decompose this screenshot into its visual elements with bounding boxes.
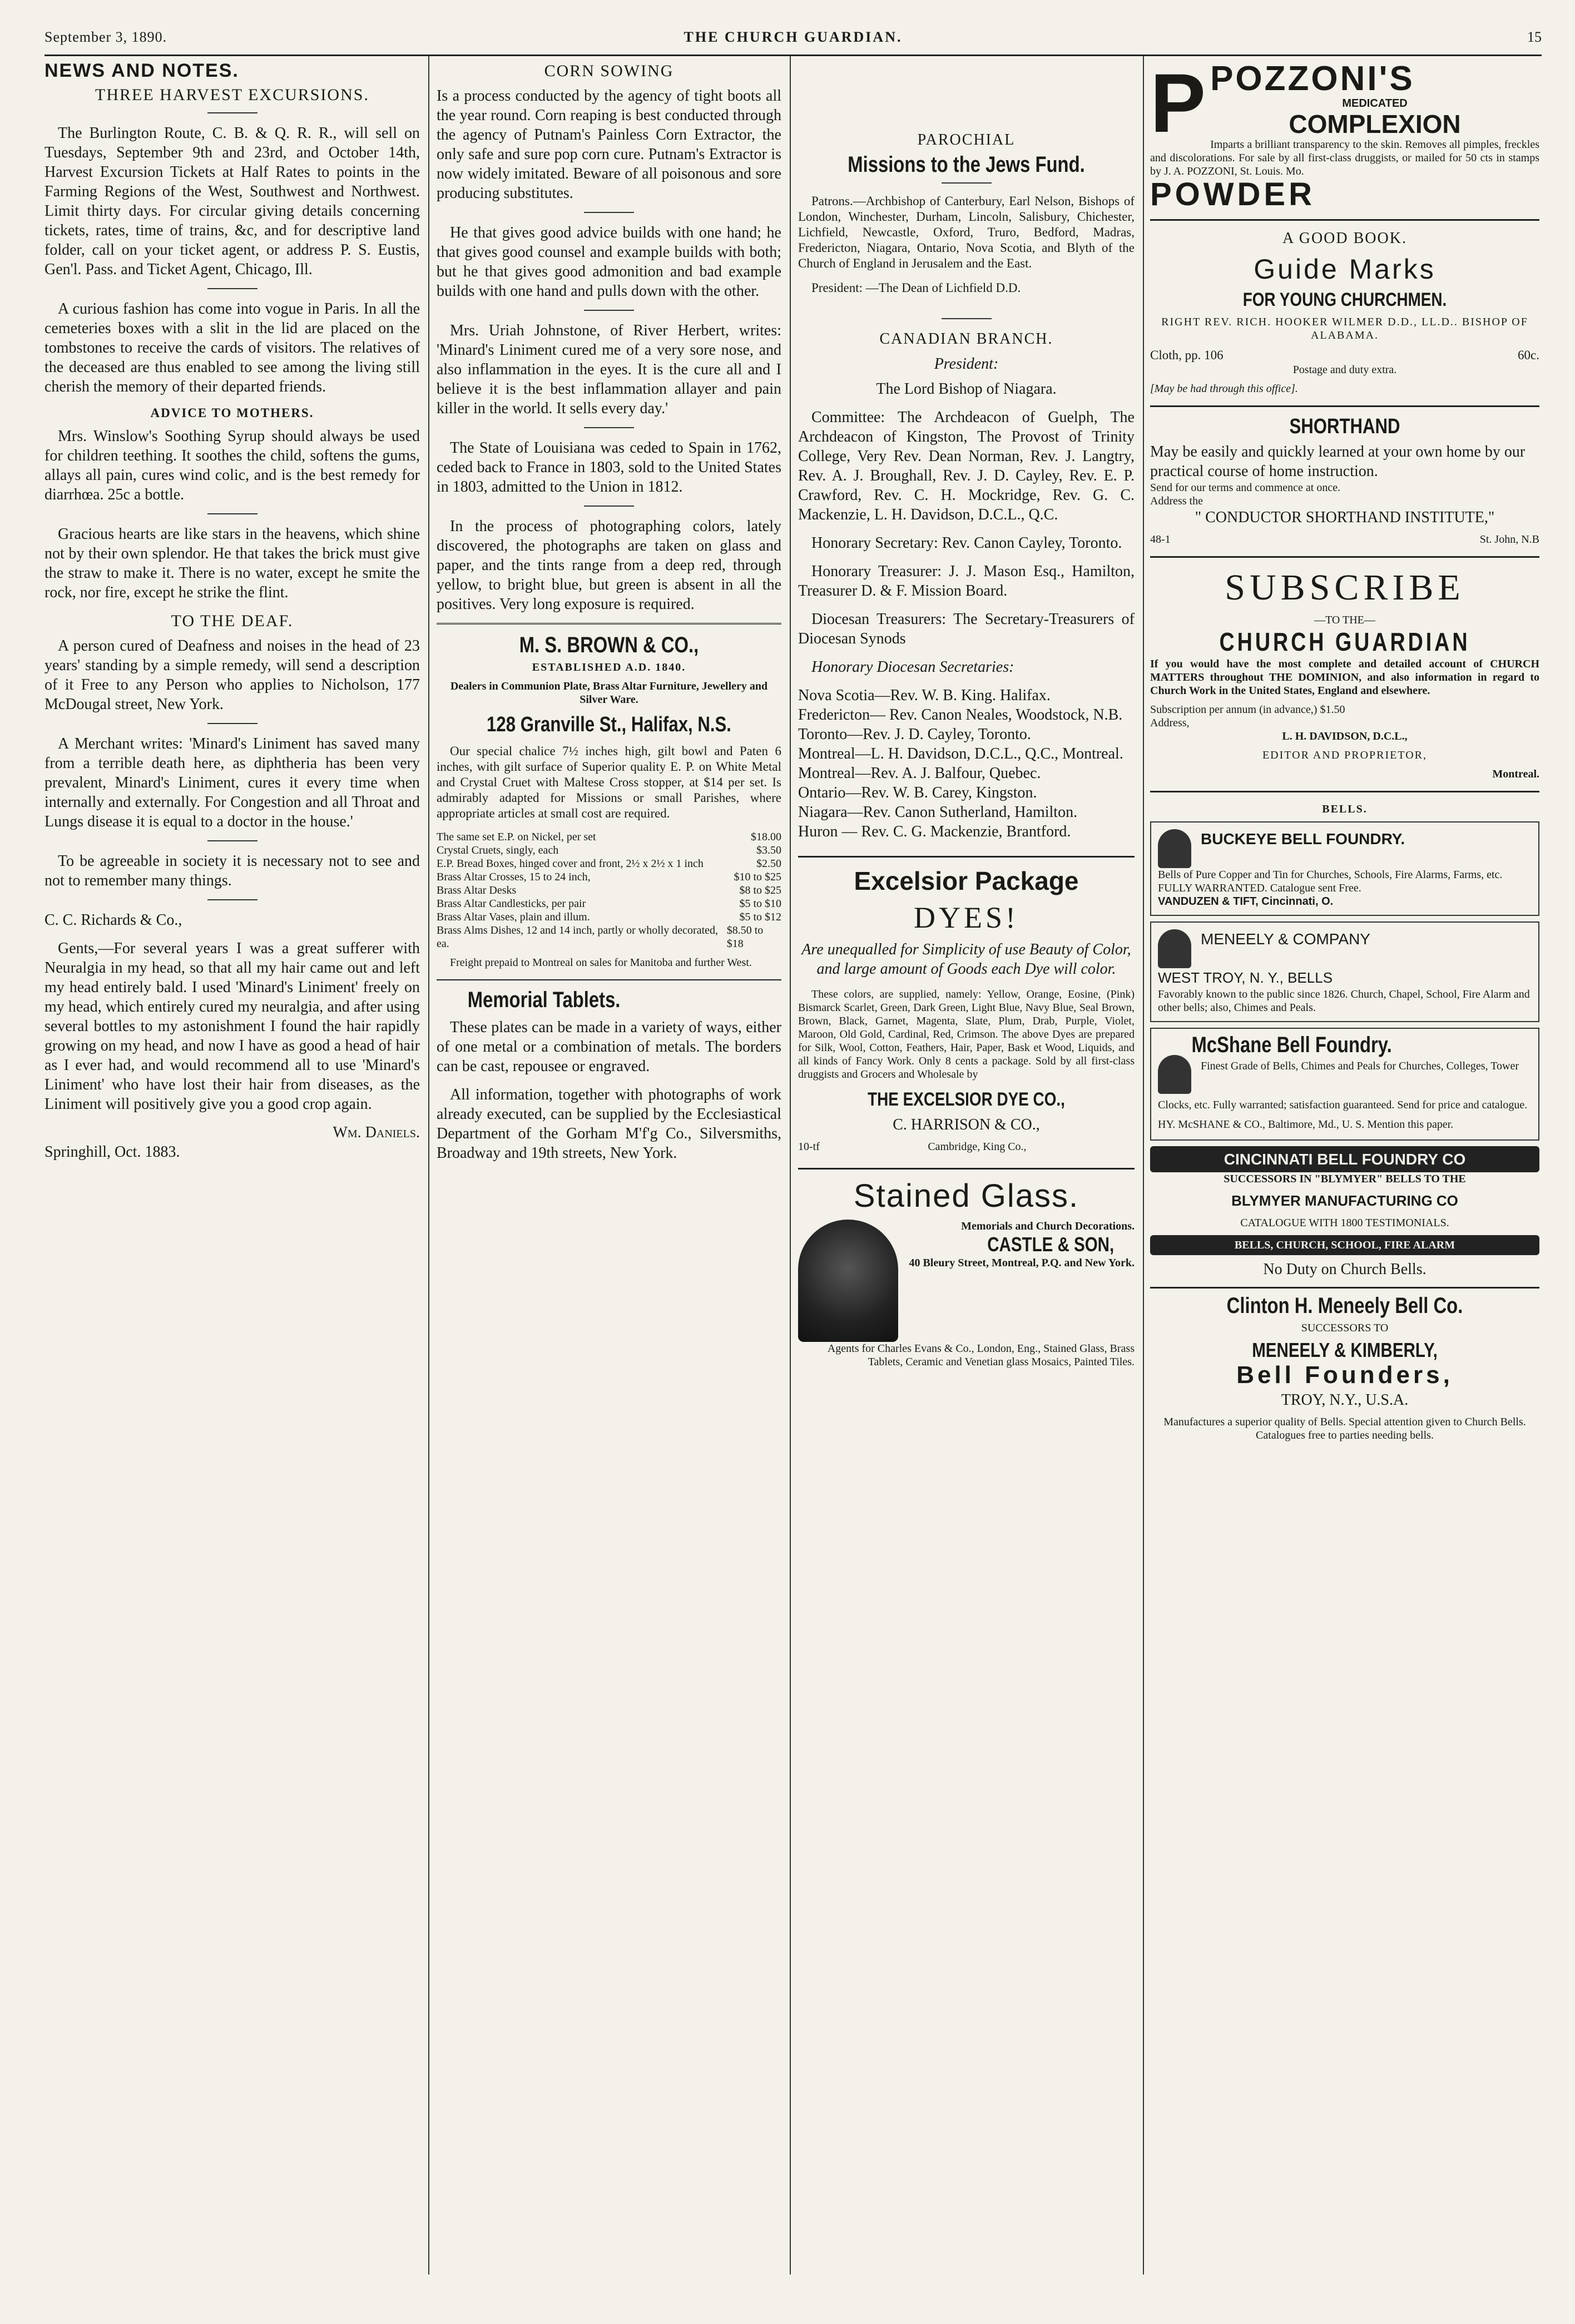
no-duty-text: No Duty on Church Bells.: [1263, 1261, 1427, 1278]
hon-treasurer: Honorary Treasurer: J. J. Mason Esq., Hamilton, Treasurer D. & F. Mission Board.: [798, 563, 1135, 599]
cincinnati-heading: CINCINNATI BELL FOUNDRY CO: [1150, 1146, 1539, 1172]
president-label: President:: [934, 355, 999, 373]
price-row: [437, 924, 781, 950]
memorial-heading: Memorial Tablets.: [467, 988, 621, 1012]
subscribe-role: EDITOR AND PROPRIETOR,: [1262, 749, 1428, 761]
cincinnati-sub-2: BLYMYER MANUFACTURING CO: [1231, 1192, 1458, 1209]
separator: [584, 506, 634, 507]
clinton-text: Manufactures a superior quality of Bells. Special attention given to Church Bells. Catalogues free to parties needing bells.: [1163, 1416, 1526, 1441]
dyes-address: Cambridge, King Co.,: [928, 1141, 1027, 1153]
separator: [942, 318, 992, 319]
clinton-heading: Clinton H. Meneely Bell Co.: [1226, 1294, 1463, 1318]
dyes-footer: [798, 1140, 1135, 1153]
diocesan-secretary: Montreal—L. H. Davidson, D.C.L., Q.C., Montreal.: [798, 745, 1123, 762]
stained-glass-heading: Stained Glass.: [853, 1178, 1079, 1214]
price-value: $5 to $12: [739, 911, 781, 923]
column-3: [798, 61, 1135, 1377]
shorthand-city: St. John, N.B: [1479, 533, 1539, 546]
shorthand-ad-number: 48-1: [1150, 533, 1171, 546]
article-text: In the process of photographing colors, lately discovered, the photographs are taken on glass and paper, and the tints range from a deep red, through yellow, to bright blue, but green is absent in all the positives. Very long exposure is required.: [437, 518, 781, 613]
dyes-ad: [798, 866, 1135, 1153]
price-list: [437, 830, 781, 950]
price-row: [437, 857, 781, 870]
separator: [584, 310, 634, 311]
patrons-text: Patrons.—Archbishop of Canterbury, Earl Nelson, Bishops of London, Winchester, Durham, Lincoln, Salisbury, Chichester, Lichfield, Newcastle, Oxford, Truro, Bedford, Madras, Fredericton, Niagara, Ontario, Nova Scotia, and Blyth of the Church of England in Jerusalem and the East.: [798, 194, 1135, 270]
diocesan-secretary: Toronto—Rev. J. D. Cayley, Toronto.: [798, 726, 1031, 743]
clinton-founders: Bell Founders,: [1236, 1361, 1453, 1389]
book-title: Guide Marks: [1254, 254, 1436, 285]
masthead-title: THE CHURCH GUARDIAN.: [684, 29, 903, 45]
ad-rule: [437, 979, 781, 980]
price-value: $8 to $25: [739, 884, 781, 896]
article-text: Gents,—For several years I was a great sufferer with Neuralgia in my head, so that all my hair came out and left my head entirely bald. I used 'Minard's Liniment' freely on my head, which entirely cured my neuralgia, and after using several bottles to my astonishment I found the hair rapidly growing on my head, and now I have as good a head of hair as I ever had, and would recommend all to use 'Minard's Liniment' who have lost their hair from diseases, as the Liniment will positively give you a good crop again.: [44, 940, 420, 1113]
price-item: Brass Altar Crosses, 15 to 24 inch,: [437, 871, 591, 883]
price-item: Brass Altar Vases, plain and illum.: [437, 911, 590, 923]
book-price-label: Cloth, pp. 106: [1150, 348, 1224, 362]
ad-rule: [798, 856, 1135, 858]
book-author: RIGHT REV. RICH. HOOKER WILMER D.D., LL.D.. BISHOP OF ALABAMA.: [1161, 316, 1528, 341]
glass-address: 40 Bleury Street, Montreal, P.Q. and New York.: [909, 1257, 1135, 1269]
meneely-heading: MENEELY & COMPANY: [1201, 930, 1370, 948]
ad-body: Our special chalice 7½ inches high, gilt bowl and Paten 6 inches, with gilt surface of Superior quality E. P. on White Metal and Crystal Cruet with Maltese Cross stopper, at $14 per set. Is admirably adapted for Missions or small Parishes, where appropriate articles at small cost are required.: [437, 744, 781, 820]
separator: [207, 288, 257, 289]
ad-footnote: Freight prepaid to Montreal on sales for Manitoba and further West.: [450, 957, 752, 969]
price-item: Brass Altar Candlesticks, per pair: [437, 898, 586, 910]
section-heading: PAROCHIAL: [917, 131, 1016, 148]
price-row: [437, 897, 781, 910]
book-heading: A GOOD BOOK.: [1282, 230, 1407, 247]
diocesan-treasurers: Diocesan Treasurers: The Secretary-Treasurers of Diocesan Synods: [798, 611, 1135, 647]
mcshane-text: Finest Grade of Bells, Chimes and Peals for Churches, Colleges, Tower Clocks, etc. Fully warranted; satisfaction guaranteed. Send for price and catalogue. HY. McSHANE & CO., Baltimore, Md., U. S. Mention this paper.: [1158, 1060, 1528, 1131]
issue-date: September 3, 1890.: [44, 29, 167, 45]
shorthand-text-3: Address the: [1150, 495, 1203, 507]
price-item: The same set E.P. on Nickel, per set: [437, 831, 596, 843]
ad-description: Dealers in Communion Plate, Brass Altar Furniture, Jewellery and Silver Ware.: [450, 680, 768, 706]
committee-text: Committee: The Archdeacon of Guelph, The Archdeacon of Kingston, The Provost of Trinity College, Very Rev. Dean Norman, Rev. J. Langtry, Rev. A. J. Broughall, Rev. J. D. Cayley, Rev. E. P. Crawford, Rev. C. H. Mockridge, Rev. G. C. Mackenzie, L. H. Davidson, D.C.L., Q.C.: [798, 409, 1135, 523]
article-text: Gracious hearts are like stars in the heavens, which shine not by their own splendor. He that takes the brick must give the straw to make it. There is no water, except he smite the rock, nor fire, except he strike the flint.: [44, 526, 420, 601]
price-value: $5 to $10: [739, 898, 781, 910]
bells-heading: BELLS.: [1322, 803, 1368, 815]
buckeye-heading: BUCKEYE BELL FOUNDRY.: [1201, 830, 1405, 848]
page-header: [44, 29, 1542, 51]
article-text: These plates can be made in a variety of ways, either of one metal or a combination of metals. The borders can be cast, repousee or engraved.: [437, 1019, 781, 1075]
buckeye-text: Bells of Pure Copper and Tin for Churches, Schools, Fire Alarms, Farms, etc. FULLY WARRANTED. Catalogue sent Free.: [1158, 869, 1503, 894]
meneely-heading-2: WEST TROY, N. Y., BELLS: [1158, 969, 1333, 986]
diocesan-secretary: Niagara—Rev. Canon Sutherland, Hamilton.: [798, 804, 1078, 821]
mcshane-ad: [1150, 1028, 1539, 1141]
dyes-company: THE EXCELSIOR DYE CO.,: [868, 1089, 1065, 1110]
article-heading: CORN SOWING: [544, 62, 674, 80]
subscribe-city: Montreal.: [1492, 768, 1539, 780]
price-value: $8.50 to $18: [726, 924, 764, 950]
separator: [207, 513, 257, 514]
ad-rule: [1150, 405, 1539, 407]
meneely-text: Favorably known to the public since 1826. Church, Chapel, School, Fire Alarm and other bells; also, Chimes and Peals.: [1158, 988, 1530, 1014]
separator: [207, 840, 257, 841]
glass-agents: Agents for Charles Evans & Co., London, Eng., Stained Glass, Brass Tablets, Ceramic and Venetian glass Mosaics, Painted Tiles.: [827, 1342, 1135, 1368]
pozzoni-initial: P: [1150, 61, 1206, 150]
diocesan-secretaries-label: Honorary Diocesan Secretaries:: [811, 658, 1014, 676]
article-heading: ADVICE TO MOTHERS.: [150, 406, 314, 420]
subscribe-editor: L. H. DAVIDSON, D.C.L.,: [1282, 730, 1408, 742]
separator: [207, 899, 257, 900]
shorthand-text-2: Send for our terms and commence at once.: [1150, 482, 1341, 494]
article-text: Mrs. Winslow's Soothing Syrup should always be used for children teething. It soothes the child, softens the gums, allays all pain, cures wind colic, and is the best remedy for diarrhœa. 25c a bottle.: [44, 428, 420, 503]
branch-heading: CANADIAN BRANCH.: [879, 330, 1053, 348]
ad-company: M. S. BROWN & CO.,: [519, 633, 699, 657]
ad-rule: [437, 623, 781, 625]
diocesan-secretary: Nova Scotia—Rev. W. B. King. Halifax.: [798, 687, 1051, 704]
article-text: The State of Louisiana was ceded to Spain in 1762, ceded back to France in 1803, sold to the United States in 1803, admitted to the Union in 1812.: [437, 439, 781, 495]
clinton-city: TROY, N.Y., U.S.A.: [1281, 1391, 1409, 1409]
price-item: E.P. Bread Boxes, hinged cover and front, 2½ x 2½ x 1 inch: [437, 858, 704, 870]
price-row: [437, 844, 781, 857]
book-subtitle: FOR YOUNG CHURCHMEN.: [1242, 289, 1447, 310]
stained-glass-image: [798, 1220, 898, 1342]
diocesan-secretary: Fredericton— Rev. Canon Neales, Woodstock, N.B.: [798, 706, 1123, 724]
book-price: [1150, 348, 1539, 363]
subscribe-text: If you would have the most complete and detailed account of CHURCH MATTERS throughout THE DOMINION, and also information in regard to Church Work in the United States, England and elsewhere.: [1150, 658, 1539, 697]
buckeye-company: VANDUZEN & TIFT, Cincinnati, O.: [1158, 895, 1334, 908]
shorthand-text: May be easily and quickly learned at your own home by our practical course of home instruction.: [1150, 443, 1526, 480]
column-divider: [1143, 56, 1144, 2275]
price-item: Crystal Cruets, singly, each: [437, 844, 559, 856]
clinton-successors: SUCCESSORS TO: [1301, 1322, 1389, 1334]
price-value: $3.50: [756, 844, 781, 856]
diocesan-secretaries-list: [798, 686, 1135, 841]
ad-rule: [798, 1168, 1135, 1170]
cincinnati-sub-4: BELLS, CHURCH, SCHOOL, FIRE ALARM: [1150, 1235, 1539, 1255]
pozzoni-complexion: COMPLEXION: [1289, 110, 1461, 138]
fund-heading: Missions to the Jews Fund.: [848, 152, 1085, 177]
column-2: [437, 61, 781, 1172]
article-text: A curious fashion has come into vogue in Paris. In all the cemeteries boxes with a slit in the lid are placed on the tombstones to receive the cards of visitors. The relatives of the deceased are thus enabled to see among the living still cherish the memory of their departed friends.: [44, 300, 420, 395]
cincinnati-ad: [1150, 1146, 1539, 1279]
dyes-body: These colors, are supplied, namely: Yellow, Orange, Eosine, (Pink) Bismarck Scarlet, Green, Dark Green, Light Blue, Navy Blue, Seal Brown, Brown, Black, Garnet, Magenta, Slate, Plum, Drab, Purple, Violet, Maroon, Old Gold, Cardinal, Red, Crimson. The above Dyes are prepared for Silk, Wool, Cotton, Feathers, Hair, Paper, Bask et Wood, Liquids, and all kinds of Fancy Work. Only 8 cents a package. Sold by all first-class druggists and Grocers and Wholesale by: [798, 988, 1135, 1081]
bell-icon: [1158, 1055, 1191, 1094]
book-postage: Postage and duty extra.: [1292, 364, 1397, 376]
separator: [584, 427, 634, 428]
subscribe-price: Subscription per annum (in advance,) $1.50: [1150, 703, 1345, 716]
letter-signature: Wm. Daniels.: [333, 1124, 420, 1141]
dyes-ad-number: 10-tf: [798, 1141, 820, 1153]
subscribe-to: —TO THE—: [1314, 614, 1375, 626]
glass-subtitle: Memorials and Church Decorations.: [961, 1220, 1135, 1232]
pozzoni-text: Imparts a brilliant transparency to the skin. Removes all pimples, freckles and discolorations. For sale by all first-class druggists, or mailed for 50 cts in stamps by J. A. POZZONI, St. Louis. Mo.: [1150, 138, 1539, 177]
subscribe-paper: CHURCH GUARDIAN: [1219, 627, 1470, 656]
dyes-tagline: Are unequalled for Simplicity of use Beauty of Color, and large amount of Goods each Dye will color.: [801, 941, 1131, 978]
column-4: [1150, 61, 1539, 1442]
article-heading: TO THE DEAF.: [171, 612, 294, 630]
column-1: [44, 61, 420, 1162]
separator: [942, 182, 992, 184]
price-value: $10 to $25: [734, 871, 781, 883]
clinton-kimberly: MENEELY & KIMBERLY,: [1252, 1339, 1438, 1361]
column-divider: [428, 56, 429, 2275]
diocesan-secretary: Huron — Rev. C. G. Mackenzie, Brantford.: [798, 823, 1071, 840]
page-number: 15: [1527, 29, 1542, 45]
president-text: President: —The Dean of Lichfield D.D.: [811, 281, 1021, 295]
letter-place: Springhill, Oct. 1883.: [44, 1143, 180, 1161]
separator: [584, 212, 634, 213]
subscribe-heading: SUBSCRIBE: [1225, 567, 1465, 608]
article-text: Mrs. Uriah Johnstone, of River Herbert, writes: 'Minard's Liniment cured me of a very sore nose, and also inflammation in the eyes. It is the cure all and I believe it is the best inflammation allayer and pain killer in the world. It sells every day.': [437, 322, 781, 417]
president-name: The Lord Bishop of Niagara.: [876, 380, 1057, 398]
price-value: $2.50: [756, 858, 781, 870]
ad-rule: [1150, 1287, 1539, 1289]
hon-secretary: Honorary Secretary: Rev. Canon Cayley, Toronto.: [811, 534, 1122, 552]
price-row: [437, 870, 781, 884]
shorthand-footer: [1150, 533, 1539, 546]
article-text: The Burlington Route, C. B. & Q. R. R., will sell on Tuesdays, September 9th and 23rd, and October 14th, Harvest Excursion Tickets at Half Rates to points in the Farming Regions of the West, Southwest and Northwest. Limit thirty days. For circular giving details concerning tickets, rates, time of trains, &c, and for descriptive land folder, call on your ticket agent, or address P. S. Eustis, Gen'l. Pass. and Ticket Agent, Chicago, Ill.: [44, 125, 420, 278]
stained-glass-ad: [798, 1178, 1135, 1369]
price-item: Brass Altar Desks: [437, 884, 517, 896]
dyes-heading-2: DYES!: [914, 901, 1019, 934]
article-text: A Merchant writes: 'Minard's Liniment has saved many from a terrible death here, as diphtheria has been very prevalent, Minard's Liniment, cures it every time when internally and externally. For Congestion and all Throat and Lungs disease it is equal to a doctor in the house.': [44, 735, 420, 830]
book-price-value: 60c.: [1518, 348, 1539, 362]
article-text: A person cured of Deafness and noises in the head of 23 years' standing by a simple remedy, will send a description of it Free to any Person who applies to Nicholson, 177 McDougal street, New York.: [44, 637, 420, 713]
article-text: Is a process conducted by the agency of tight boots all the year round. Corn reaping is best conducted through the agency of Putnam's Painless Corn Extractor, the only safe and sure pop corn cure. Putnam's Extractor is now widely imitated. Beware of all poisonous and sore producing substitutes.: [437, 87, 781, 202]
shorthand-heading: SHORTHAND: [1289, 415, 1400, 438]
price-row: [437, 884, 781, 897]
brown-ad: [437, 633, 781, 969]
ad-rule: [1150, 219, 1539, 221]
dyes-harrison: C. HARRISON & CO.,: [893, 1116, 1040, 1133]
price-row: [437, 830, 781, 844]
price-row: [437, 910, 781, 924]
pozzoni-title: POZZONI'S: [1210, 61, 1415, 98]
price-value: $18.00: [751, 831, 781, 843]
bell-icon: [1158, 929, 1191, 968]
cincinnati-sub-3: CATALOGUE WITH 1800 TESTIMONIALS.: [1240, 1217, 1449, 1229]
ad-rule: [1150, 556, 1539, 558]
pozzoni-medicated: MEDICATED: [1342, 97, 1408, 110]
article-text: All information, together with photographs of work already executed, can be supplied by the Ecclesiastical Department of the Gorham M'f'g Co., Silversmiths, Broadway and 19th streets, New York.: [437, 1086, 781, 1162]
header-rule: [44, 54, 1542, 56]
article-text: To be agreeable in society it is necessary not to see and not to remember many things.: [44, 853, 420, 889]
book-note: [May be had through this office].: [1150, 383, 1298, 395]
buckeye-ad: [1150, 821, 1539, 916]
glass-company: CASTLE & SON,: [987, 1233, 1115, 1256]
column-divider: [790, 56, 791, 2275]
diocesan-secretary: Ontario—Rev. W. B. Carey, Kingston.: [798, 784, 1037, 801]
pozzoni-powder: POWDER: [1150, 176, 1315, 211]
cincinnati-sub-1: SUCCESSORS IN "BLYMYER" BELLS TO THE: [1224, 1173, 1466, 1185]
mcshane-heading: McShane Bell Foundry.: [1191, 1033, 1392, 1057]
bell-icon: [1158, 829, 1191, 868]
separator: [207, 112, 257, 113]
diocesan-secretary: Montreal—Rev. A. J. Balfour, Quebec.: [798, 765, 1041, 782]
clinton-ad: [1150, 1296, 1539, 1442]
separator: [207, 723, 257, 724]
ad-rule: [1150, 791, 1539, 792]
letter-addressee: C. C. Richards & Co.,: [44, 911, 182, 929]
subscribe-address-label: Address,: [1150, 717, 1190, 729]
article-heading: THREE HARVEST EXCURSIONS.: [95, 86, 369, 104]
section-heading: NEWS AND NOTES.: [44, 60, 239, 81]
ad-established: ESTABLISHED A.D. 1840.: [532, 661, 686, 673]
article-text: He that gives good advice builds with one hand; he that gives good counsel and example builds with both; but he that gives good admonition and bad example builds with one hand and pulls down with the other.: [437, 224, 781, 300]
dyes-heading: Excelsior Package: [854, 866, 1079, 895]
ad-address: 128 Granville St., Halifax, N.S.: [487, 713, 731, 736]
shorthand-institute: " CONDUCTOR SHORTHAND INSTITUTE,": [1195, 509, 1495, 526]
meneely-ad: [1150, 921, 1539, 1022]
pozzoni-ad: [1150, 61, 1539, 211]
price-item: Brass Alms Dishes, 12 and 14 inch, partly or wholly decorated, ea.: [437, 924, 719, 950]
